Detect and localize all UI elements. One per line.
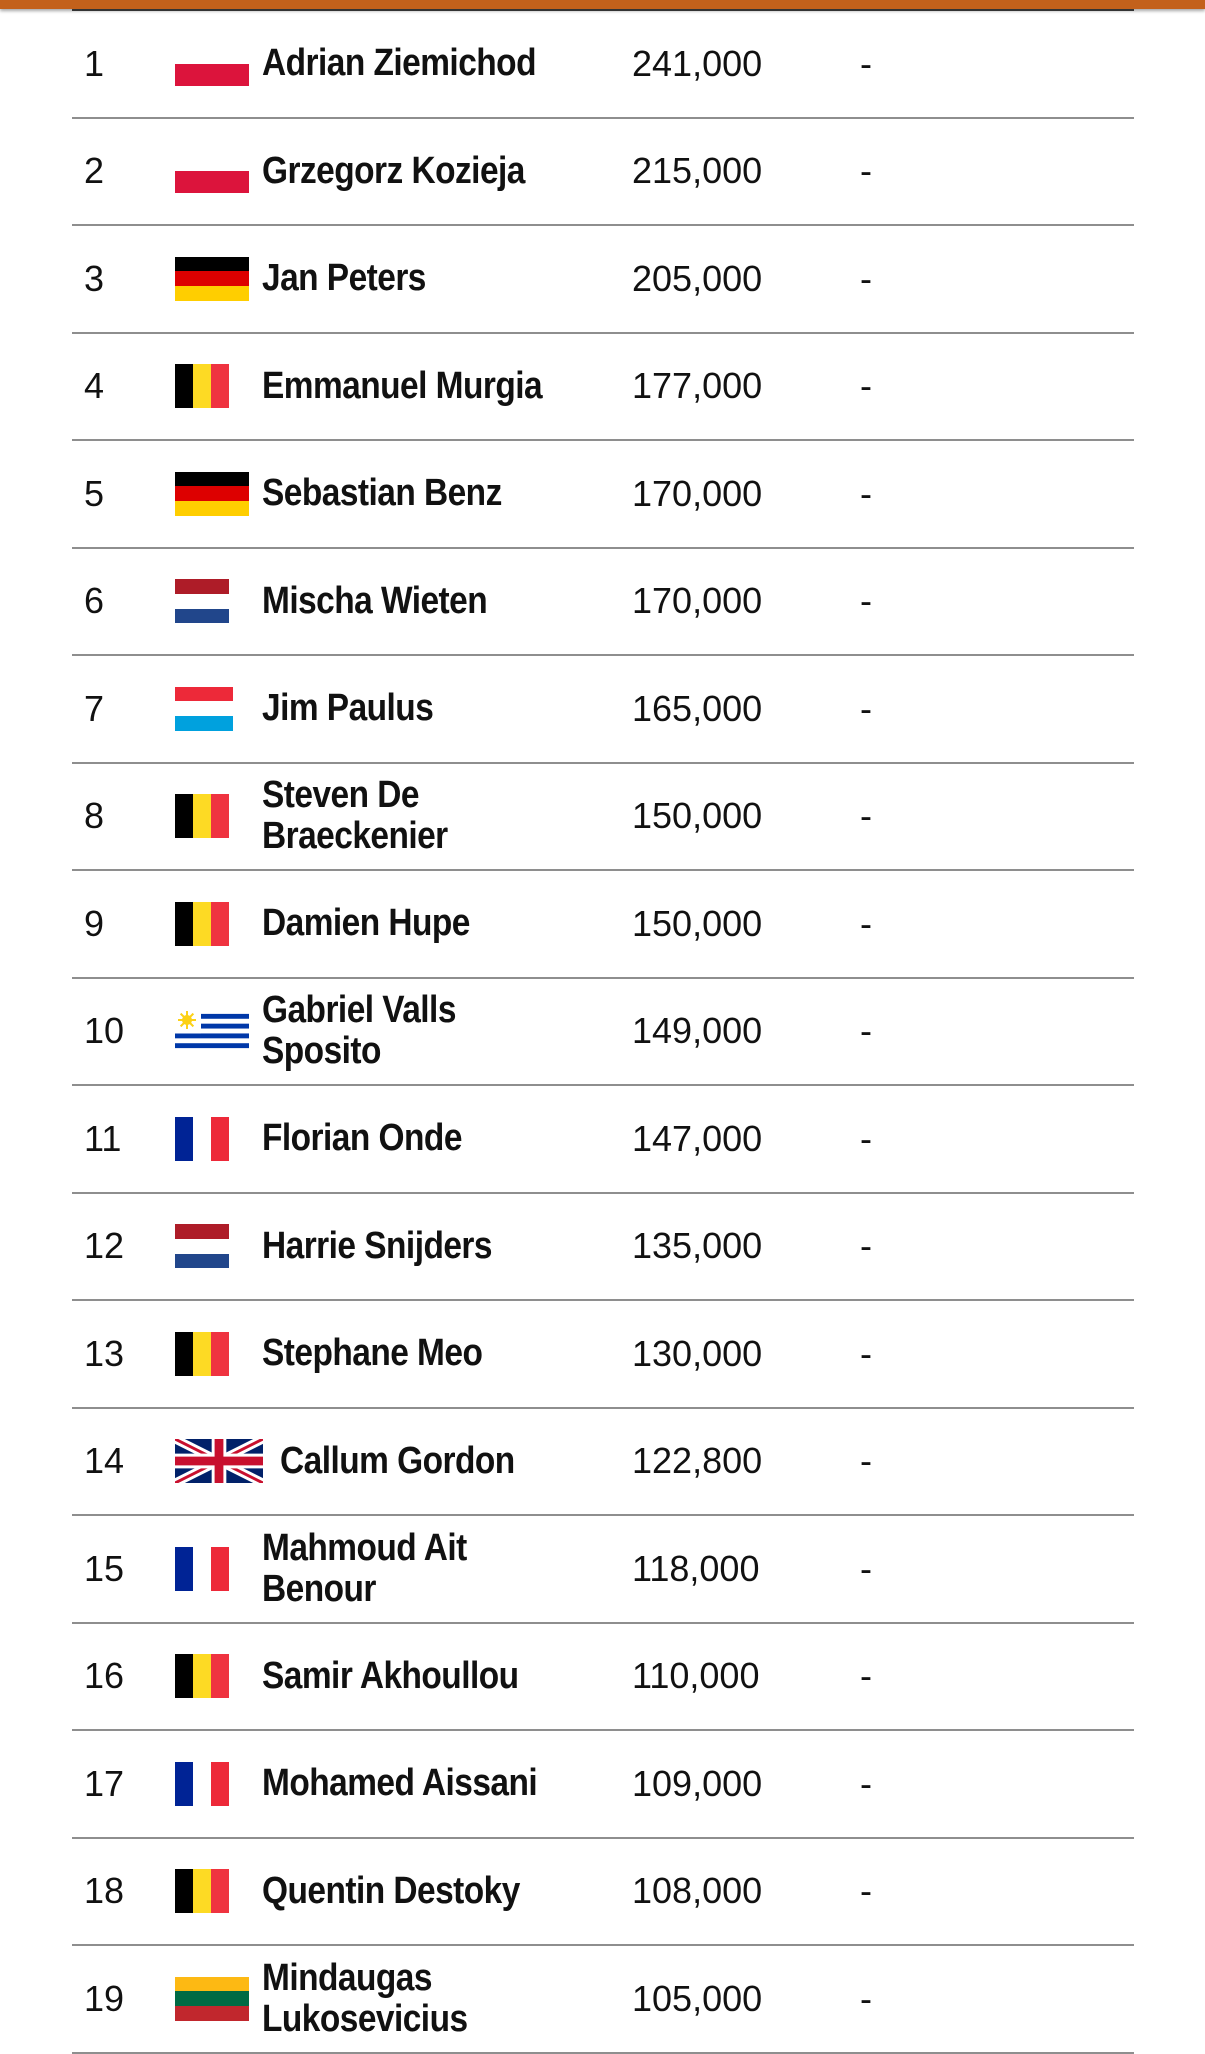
rank-cell: 6: [84, 580, 105, 622]
points-cell: 150,000: [632, 795, 763, 837]
rank-cell: 9: [84, 902, 105, 944]
rank-cell: 17: [84, 1762, 125, 1804]
rank-cell: 4: [84, 365, 105, 407]
points-cell: 105,000: [632, 1977, 763, 2019]
points-cell: 165,000: [632, 687, 763, 729]
flag-cell: [175, 764, 265, 870]
rank-cell: 19: [84, 1977, 125, 2019]
points-cell: 170,000: [632, 472, 763, 514]
points-cell: 108,000: [632, 1870, 763, 1912]
player-name-line: Gabriel Valls: [262, 989, 456, 1032]
player-name-line: Benour: [262, 1567, 376, 1610]
flag-cell: [175, 1194, 265, 1300]
table-row: [72, 441, 1134, 549]
table-row: [72, 1946, 1134, 2054]
player-name-line: Braeckenier: [262, 815, 448, 858]
flag-uk-svg: [175, 1439, 263, 1483]
player-name: [262, 656, 579, 762]
flag-belgium-icon: [175, 794, 229, 838]
table-row: [72, 119, 1134, 227]
points-cell: 170,000: [632, 580, 763, 622]
flag-cell: [175, 441, 265, 547]
change-cell: -: [860, 1332, 872, 1374]
rank-cell: 14: [84, 1440, 125, 1482]
flag-france-icon: [175, 1547, 229, 1591]
flag-cell: [175, 1731, 265, 1837]
player-name: [262, 1624, 579, 1730]
points-cell: 205,000: [632, 257, 763, 299]
flag-poland-icon: [175, 42, 249, 86]
flag-united-kingdom-icon: [175, 1439, 263, 1483]
player-name: [262, 764, 579, 870]
flag-belgium-icon: [175, 1332, 229, 1376]
rank-cell: 7: [84, 687, 105, 729]
table-row: [72, 1086, 1134, 1194]
table-row: [72, 1624, 1134, 1732]
player-name-line: Sebastian Benz: [262, 472, 502, 515]
player-name: [262, 226, 579, 332]
flag-cell: [175, 11, 265, 117]
flag-netherlands-icon: [175, 1224, 229, 1268]
table-row: [72, 226, 1134, 334]
points-cell: 109,000: [632, 1762, 763, 1804]
flag-netherlands-icon: [175, 579, 229, 623]
flag-france-icon: [175, 1117, 229, 1161]
player-name: [262, 1086, 579, 1192]
player-name: [262, 1516, 579, 1622]
table-row: [72, 1301, 1134, 1409]
flag-cell: [175, 979, 265, 1085]
player-name-line: Emmanuel Murgia: [262, 364, 543, 407]
player-name: [262, 334, 579, 440]
player-name: [262, 1839, 579, 1945]
player-name-line: Lukosevicius: [262, 1997, 468, 2040]
change-cell: -: [860, 1010, 872, 1052]
player-name: [262, 119, 579, 225]
flag-cell: [175, 656, 265, 762]
player-name: [262, 1731, 579, 1837]
table-row: [72, 1516, 1134, 1624]
player-name-line: Damien Hupe: [262, 902, 470, 945]
flag-germany-icon: [175, 472, 249, 516]
flag-cell: [175, 1409, 265, 1515]
player-name: [262, 441, 579, 547]
rank-cell: 8: [84, 795, 105, 837]
flag-uruguay-icon: [175, 1009, 249, 1053]
flag-cell: [175, 226, 265, 332]
points-cell: 135,000: [632, 1225, 763, 1267]
player-name-line: Mindaugas: [262, 1956, 432, 1999]
player-name-line: Grzegorz Kozieja: [262, 149, 525, 192]
player-name: [262, 549, 579, 655]
rank-cell: 16: [84, 1655, 125, 1697]
player-name: [262, 871, 579, 977]
change-cell: -: [860, 795, 872, 837]
header-bar: [0, 0, 1205, 9]
table-row: [72, 1194, 1134, 1302]
change-cell: -: [860, 257, 872, 299]
flag-cell: [175, 1946, 265, 2052]
flag-luxembourg-icon: [175, 687, 233, 731]
change-cell: -: [860, 1655, 872, 1697]
rank-cell: 3: [84, 257, 105, 299]
flag-cell: [175, 871, 265, 977]
flag-lithuania-icon: [175, 1977, 249, 2021]
player-name-line: Stephane Meo: [262, 1332, 483, 1375]
change-cell: -: [860, 1225, 872, 1267]
player-name: [262, 979, 579, 1085]
player-name-line: Mohamed Aissani: [262, 1762, 538, 1805]
rank-cell: 18: [84, 1870, 125, 1912]
table-row: [72, 1409, 1134, 1517]
player-name: [262, 1946, 579, 2052]
player-name-line: Mischa Wieten: [262, 579, 488, 622]
player-name-line: Samir Akhoullou: [262, 1654, 519, 1697]
rank-cell: 10: [84, 1010, 125, 1052]
change-cell: -: [860, 1117, 872, 1159]
rank-cell: 15: [84, 1547, 125, 1589]
change-cell: -: [860, 42, 872, 84]
points-cell: 241,000: [632, 42, 763, 84]
flag-cell: [175, 1301, 265, 1407]
table-row: [72, 334, 1134, 442]
player-name: [262, 11, 579, 117]
flag-france-icon: [175, 1762, 229, 1806]
flag-cell: [175, 1624, 265, 1730]
player-name: [262, 1194, 579, 1300]
table-row: [72, 656, 1134, 764]
rank-cell: 12: [84, 1225, 125, 1267]
rank-cell: 5: [84, 472, 105, 514]
flag-uruguay-svg: [175, 1009, 249, 1053]
flag-cell: [175, 549, 265, 655]
rank-cell: 1: [84, 42, 105, 84]
flag-belgium-icon: [175, 364, 229, 408]
change-cell: -: [860, 687, 872, 729]
flag-belgium-icon: [175, 902, 229, 946]
points-cell: 118,000: [632, 1547, 760, 1589]
flag-cell: [175, 1839, 265, 1945]
player-name-line: Steven De: [262, 774, 419, 817]
change-cell: -: [860, 150, 872, 192]
change-cell: -: [860, 902, 872, 944]
player-name-line: Adrian Ziemichod: [262, 42, 536, 85]
table-row: [72, 549, 1134, 657]
change-cell: -: [860, 1440, 872, 1482]
table-row: [72, 764, 1134, 872]
player-name-line: Florian Onde: [262, 1117, 462, 1160]
flag-cell: [175, 1516, 265, 1622]
rank-cell: 13: [84, 1332, 125, 1374]
change-cell: -: [860, 365, 872, 407]
change-cell: -: [860, 1977, 872, 2019]
flag-germany-icon: [175, 257, 249, 301]
change-cell: -: [860, 1870, 872, 1912]
points-cell: 130,000: [632, 1332, 763, 1374]
player-name-line: Jim Paulus: [262, 687, 434, 730]
rank-cell: 2: [84, 150, 105, 192]
change-cell: -: [860, 472, 872, 514]
player-name-line: Harrie Snijders: [262, 1224, 492, 1267]
points-cell: 122,800: [632, 1440, 763, 1482]
change-cell: -: [860, 580, 872, 622]
flag-cell: [175, 119, 265, 225]
points-cell: 149,000: [632, 1010, 763, 1052]
points-cell: 110,000: [632, 1655, 760, 1697]
flag-cell: [175, 334, 265, 440]
flag-belgium-icon: [175, 1654, 229, 1698]
player-name-line: Mahmoud Ait: [262, 1526, 467, 1569]
points-cell: 150,000: [632, 902, 763, 944]
points-cell: 215,000: [632, 150, 763, 192]
player-name-line: Jan Peters: [262, 257, 426, 300]
table-row: [72, 1731, 1134, 1839]
player-name: [262, 1301, 579, 1407]
flag-cell: [175, 1086, 265, 1192]
points-cell: 147,000: [632, 1117, 763, 1159]
table-row: [72, 1839, 1134, 1947]
points-cell: 177,000: [632, 365, 763, 407]
table-row: [72, 979, 1134, 1087]
rankings-table: [72, 11, 1134, 2054]
player-name: [280, 1409, 597, 1515]
player-name-line: Callum Gordon: [280, 1439, 515, 1482]
table-row: [72, 871, 1134, 979]
change-cell: -: [860, 1762, 872, 1804]
player-name-line: Quentin Destoky: [262, 1869, 520, 1912]
change-cell: -: [860, 1547, 872, 1589]
table-row: [72, 11, 1134, 119]
player-name-line: Sposito: [262, 1030, 381, 1073]
flag-poland-icon: [175, 149, 249, 193]
rank-cell: 11: [84, 1117, 122, 1159]
flag-belgium-icon: [175, 1869, 229, 1913]
